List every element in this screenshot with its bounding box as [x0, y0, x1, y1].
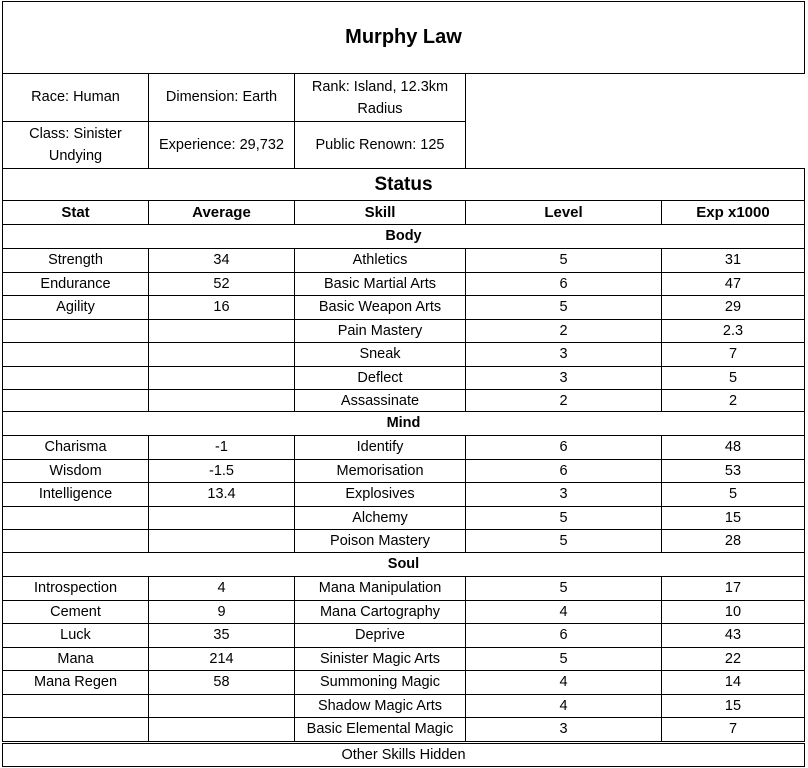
stat-average: 214: [148, 647, 295, 671]
skill-level: 6: [465, 435, 662, 460]
skill-level: 4: [465, 694, 662, 718]
footer-note: Other Skills Hidden: [2, 743, 805, 767]
stat-name: Strength: [2, 248, 149, 273]
skill-name: Identify: [294, 435, 466, 460]
stat-average: -1: [148, 435, 295, 460]
stat-average: 13.4: [148, 482, 295, 507]
empty-cell: [2, 717, 149, 742]
skill-name: Basic Martial Arts: [294, 272, 466, 296]
skill-level: 5: [465, 647, 662, 671]
skill-exp: 28: [661, 529, 805, 554]
section-header-body: Body: [2, 224, 805, 249]
skill-exp: 17: [661, 576, 805, 601]
stat-name: Charisma: [2, 435, 149, 460]
stat-average: 58: [148, 670, 295, 695]
stat-name: Intelligence: [2, 482, 149, 507]
skill-exp: 7: [661, 342, 805, 367]
stat-name: Luck: [2, 623, 149, 648]
empty-cell: [2, 694, 149, 718]
skill-name: Mana Cartography: [294, 600, 466, 624]
skill-exp: 2: [661, 389, 805, 414]
stat-average: 16: [148, 295, 295, 320]
skill-level: 3: [465, 482, 662, 507]
empty-cell: [2, 342, 149, 367]
skill-name: Pain Mastery: [294, 319, 466, 343]
header-average: Average: [148, 200, 295, 225]
skill-name: Deprive: [294, 623, 466, 648]
stat-average: 52: [148, 272, 295, 296]
dimension-cell: Dimension: Earth: [148, 73, 295, 122]
skill-level: 5: [465, 295, 662, 320]
skill-level: 3: [465, 366, 662, 390]
header-skill: Skill: [294, 200, 466, 225]
experience-cell: Experience: 29,732: [148, 121, 295, 169]
skill-name: Shadow Magic Arts: [294, 694, 466, 718]
skill-exp: 7: [661, 717, 805, 742]
character-name: Murphy Law: [2, 1, 805, 74]
skill-name: Sneak: [294, 342, 466, 367]
skill-level: 6: [465, 459, 662, 483]
stat-name: Cement: [2, 600, 149, 624]
skill-exp: 10: [661, 600, 805, 624]
race-cell: Race: Human: [2, 73, 149, 122]
header-level: Level: [465, 200, 662, 225]
empty-cell: [148, 506, 295, 530]
empty-cell: [2, 506, 149, 530]
empty-cell: [2, 529, 149, 554]
rank-cell: Rank: Island, 12.3km Radius: [294, 73, 466, 122]
skill-name: Deflect: [294, 366, 466, 390]
skill-exp: 15: [661, 506, 805, 530]
stat-name: Mana: [2, 647, 149, 671]
skill-level: 3: [465, 717, 662, 742]
skill-exp: 15: [661, 694, 805, 718]
stat-average: 4: [148, 576, 295, 601]
skill-name: Mana Manipulation: [294, 576, 466, 601]
stat-average: -1.5: [148, 459, 295, 483]
skill-exp: 14: [661, 670, 805, 695]
empty-cell: [2, 366, 149, 390]
skill-name: Memorisation: [294, 459, 466, 483]
skill-level: 6: [465, 272, 662, 296]
skill-name: Assassinate: [294, 389, 466, 414]
skill-exp: 43: [661, 623, 805, 648]
skill-level: 6: [465, 623, 662, 648]
skill-exp: 5: [661, 366, 805, 390]
skill-level: 5: [465, 576, 662, 601]
skill-exp: 53: [661, 459, 805, 483]
stat-average: 9: [148, 600, 295, 624]
skill-level: 5: [465, 248, 662, 273]
header-stat: Stat: [2, 200, 149, 225]
class-cell: Class: Sinister Undying: [2, 121, 149, 169]
stat-name: Mana Regen: [2, 670, 149, 695]
skill-name: Alchemy: [294, 506, 466, 530]
skill-name: Basic Elemental Magic: [294, 717, 466, 742]
character-sheet: [2, 1, 805, 767]
renown-cell: Public Renown: 125: [294, 121, 466, 169]
skill-level: 5: [465, 506, 662, 530]
skill-name: Poison Mastery: [294, 529, 466, 554]
skill-level: 3: [465, 342, 662, 367]
section-header-mind: Mind: [2, 411, 805, 436]
skill-name: Explosives: [294, 482, 466, 507]
empty-cell: [148, 342, 295, 367]
empty-cell: [148, 319, 295, 343]
skill-name: Summoning Magic: [294, 670, 466, 695]
empty-cell: [148, 694, 295, 718]
section-header-soul: Soul: [2, 552, 805, 577]
skill-exp: 29: [661, 295, 805, 320]
skill-name: Athletics: [294, 248, 466, 273]
skill-level: 5: [465, 529, 662, 554]
stat-name: Introspection: [2, 576, 149, 601]
skill-exp: 31: [661, 248, 805, 273]
skill-name: Basic Weapon Arts: [294, 295, 466, 320]
stat-name: Endurance: [2, 272, 149, 296]
status-title: Status: [2, 168, 805, 201]
skill-exp: 22: [661, 647, 805, 671]
stat-average: 34: [148, 248, 295, 273]
skill-exp: 5: [661, 482, 805, 507]
header-exp: Exp x1000: [661, 200, 805, 225]
stat-name: Wisdom: [2, 459, 149, 483]
skill-exp: 47: [661, 272, 805, 296]
empty-cell: [148, 366, 295, 390]
empty-cell: [148, 717, 295, 742]
skill-level: 2: [465, 319, 662, 343]
skill-exp: 2.3: [661, 319, 805, 343]
stat-name: Agility: [2, 295, 149, 320]
stat-average: 35: [148, 623, 295, 648]
skill-exp: 48: [661, 435, 805, 460]
empty-cell: [2, 319, 149, 343]
skill-name: Sinister Magic Arts: [294, 647, 466, 671]
empty-cell: [148, 529, 295, 554]
skill-level: 2: [465, 389, 662, 414]
skill-level: 4: [465, 670, 662, 695]
skill-level: 4: [465, 600, 662, 624]
